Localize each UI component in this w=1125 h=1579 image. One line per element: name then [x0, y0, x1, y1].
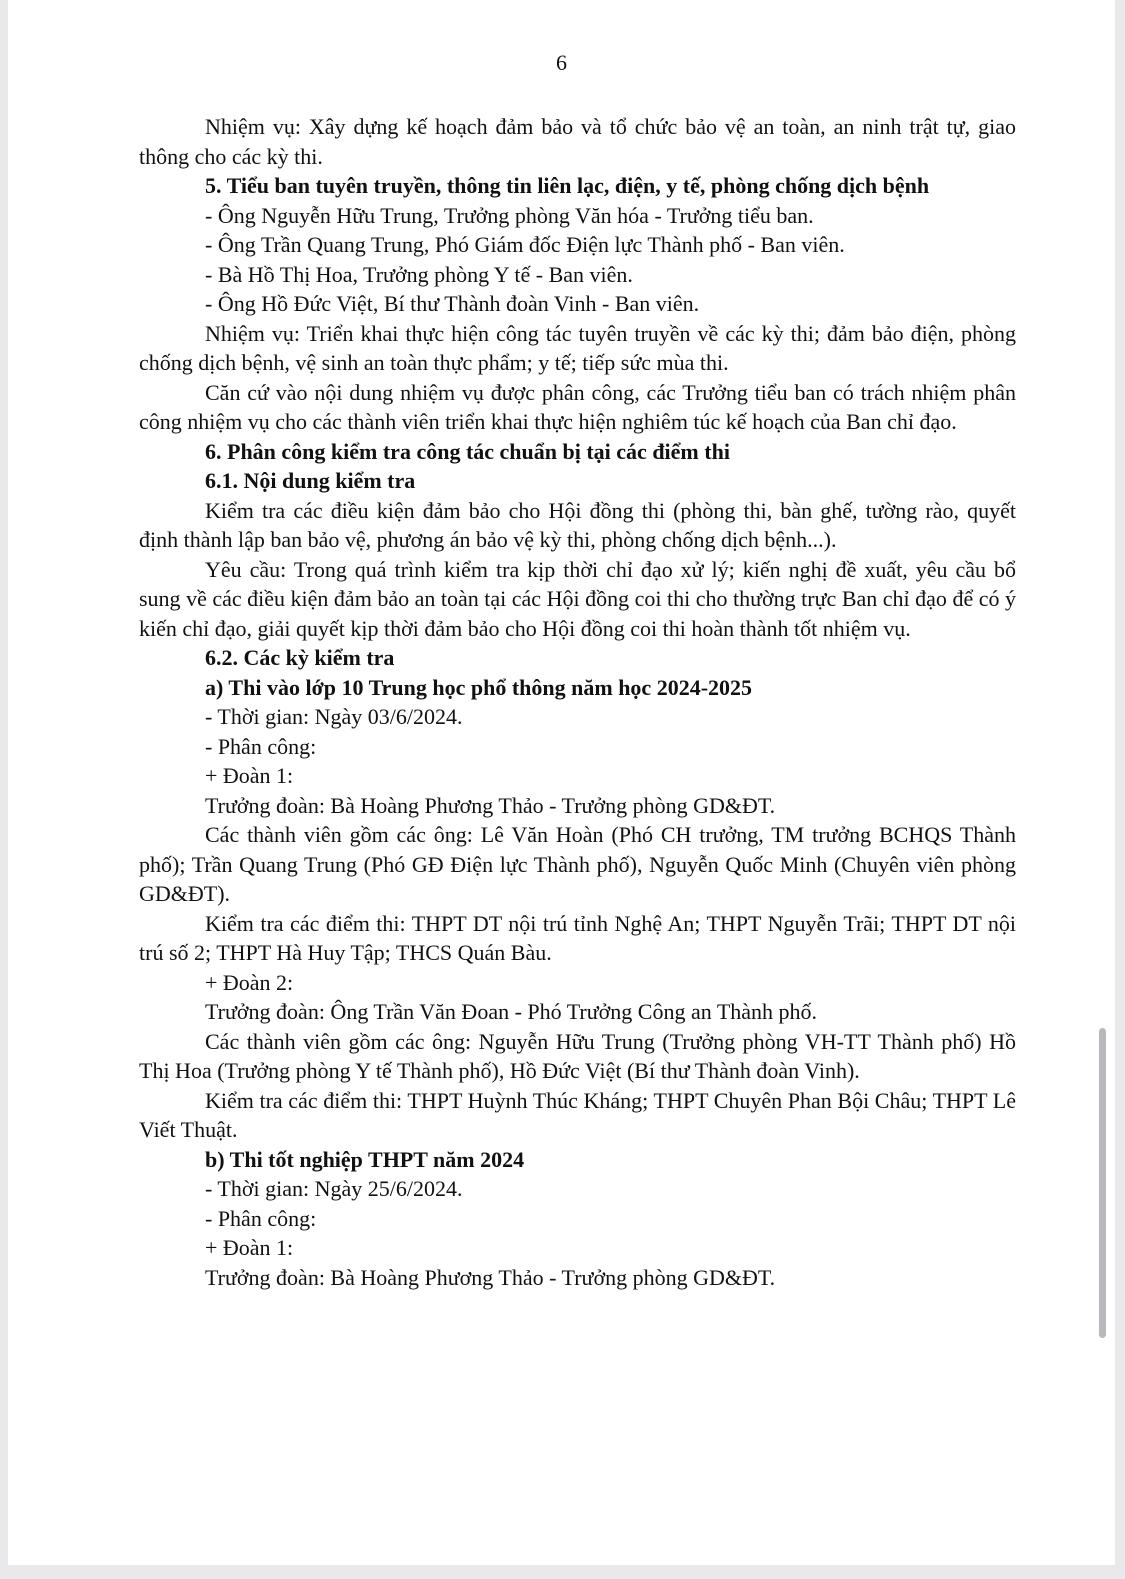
list-item: - Ông Nguyễn Hữu Trung, Trưởng phòng Văn hóa - Trưởng tiểu ban. — [205, 202, 814, 228]
list-item: - Thời gian: Ngày 25/6/2024. — [205, 1176, 463, 1201]
list-item: Trưởng đoàn: Bà Hoàng Phương Thảo - Trưởng phòng GD&ĐT. — [205, 792, 776, 818]
paragraph: Nhiệm vụ: Triển khai thực hiện công tác tuyên truyền về các kỳ thi; đảm bảo điện, phòng chống dịch bệnh, vệ sinh an toàn thực phẩm; y tế; tiếp sức mùa thi. — [139, 320, 1016, 375]
document-body — [139, 112, 1016, 1292]
list-item: + Đoàn 2: — [205, 969, 294, 995]
paragraph: Căn cứ vào nội dung nhiệm vụ được phân công, các Trưởng tiểu ban có trách nhiệm phân công nhiệm vụ cho các thành viên triển khai thực hiện nghiêm túc kế hoạch của Ban chỉ đạo. — [139, 379, 1016, 434]
section-heading: 6.2. Các kỳ kiểm tra — [205, 645, 395, 670]
list-item: - Bà Hồ Thị Hoa, Trưởng phòng Y tế - Ban viên. — [205, 261, 633, 287]
list-item: + Đoàn 1: — [205, 763, 294, 788]
page-number: 6 — [556, 50, 567, 75]
list-item: Trưởng đoàn: Ông Trần Văn Đoan - Phó Trưởng Công an Thành phố. — [205, 999, 818, 1024]
section-heading: 6.1. Nội dung kiểm tra — [205, 468, 416, 493]
paragraph: Các thành viên gồm các ông: Lê Văn Hoàn (Phó CH trưởng, TM trưởng BCHQS Thành phố); Trần Quang Trung (Phó GĐ Điện lực Thành phố), Nguyễn Quốc Minh (Chuyên viên phòng GD&ĐT). — [139, 822, 1016, 906]
paragraph: Yêu cầu: Trong quá trình kiểm tra kịp thời chỉ đạo xử lý; kiến nghị đề xuất, yêu cầu bổ sung về các điều kiện đảm bảo an toàn tại các Hội đồng coi thi cho thường trực Ban chỉ đạo để có ý kiến chỉ đạo, giải quyết kịp thời đảm bảo cho Hội đồng coi thi hoàn thành tốt nhiệm vụ. — [139, 556, 1016, 641]
paragraph: Kiểm tra các điểm thi: THPT Huỳnh Thúc Kháng; THPT Chuyên Phan Bội Châu; THPT Lê Viết Thuật. — [139, 1087, 1016, 1142]
paragraph: Các thành viên gồm các ông: Nguyễn Hữu Trung (Trưởng phòng VH-TT Thành phố) Hồ Thị Hoa (Trưởng phòng Y tế Thành phố), Hồ Đức Việt (Bí thư Thành đoàn Vinh). — [139, 1028, 1016, 1083]
list-item: Trưởng đoàn: Bà Hoàng Phương Thảo - Trưởng phòng GD&ĐT. — [205, 1264, 776, 1290]
document-page — [8, 0, 1115, 1565]
paragraph: Kiểm tra các điểm thi: THPT DT nội trú tỉnh Nghệ An; THPT Nguyễn Trãi; THPT DT nội trú số 2; THPT Hà Huy Tập; THCS Quán Bàu. — [139, 910, 1016, 965]
list-item: - Phân công: — [205, 733, 317, 759]
list-item: - Ông Trần Quang Trung, Phó Giám đốc Điện lực Thành phố - Ban viên. — [205, 232, 845, 257]
scrollbar-thumb[interactable] — [1099, 1028, 1106, 1338]
list-item: + Đoàn 1: — [205, 1235, 294, 1260]
section-heading: 6. Phân công kiểm tra công tác chuẩn bị tại các điểm thi — [205, 438, 730, 464]
section-heading: 5. Tiểu ban tuyên truyền, thông tin liên lạc, điện, y tế, phòng chống dịch bệnh — [205, 173, 930, 198]
paragraph: Kiểm tra các điều kiện đảm bảo cho Hội đồng thi (phòng thi, bàn ghế, tường rào, quyết định thành lập ban bảo vệ, phương án bảo vệ kỳ thi, phòng chống dịch bệnh...). — [139, 497, 1016, 552]
list-item: - Phân công: — [205, 1205, 317, 1231]
list-item: - Ông Hồ Đức Việt, Bí thư Thành đoàn Vinh - Ban viên. — [205, 291, 700, 316]
list-item: - Thời gian: Ngày 03/6/2024. — [205, 704, 463, 729]
section-heading: b) Thi tốt nghiệp THPT năm 2024 — [205, 1146, 525, 1172]
paragraph: Nhiệm vụ: Xây dựng kế hoạch đảm bảo và tổ chức bảo vệ an toàn, an ninh trật tự, giao thông cho các kỳ thi. — [139, 114, 1016, 169]
section-heading: a) Thi vào lớp 10 Trung học phổ thông năm học 2024-2025 — [205, 674, 753, 700]
